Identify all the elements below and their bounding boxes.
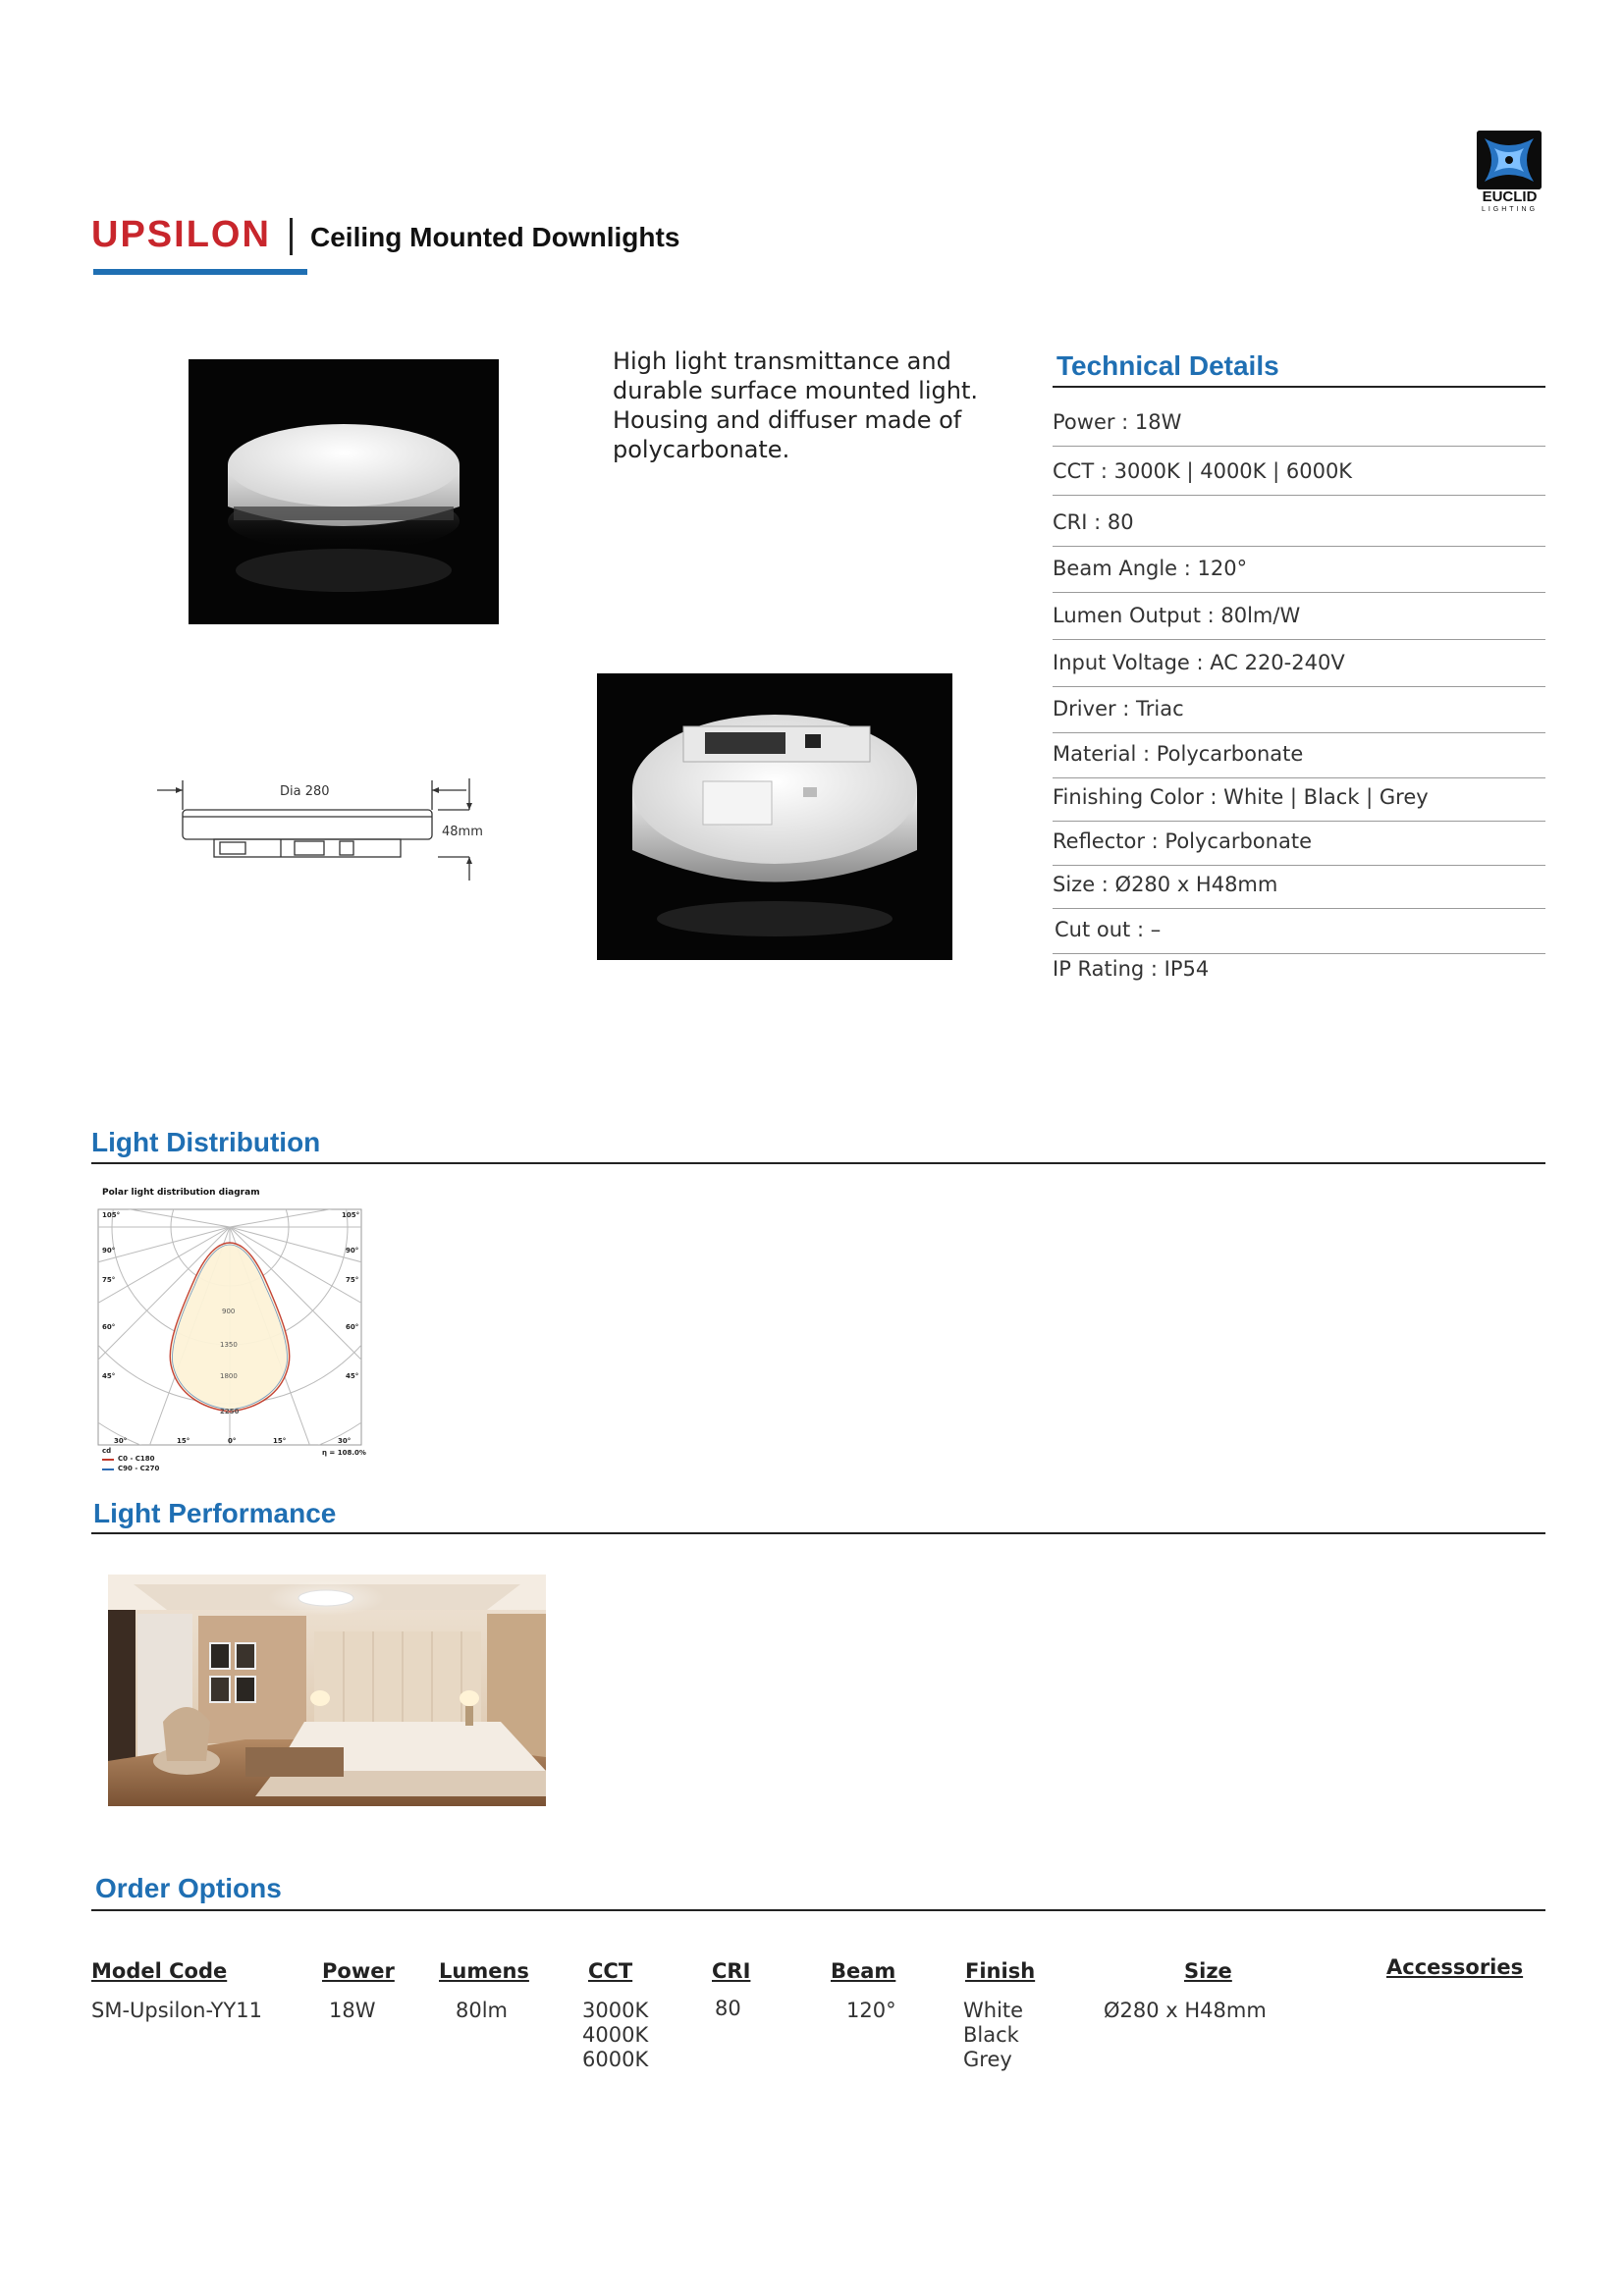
col-header-size: Size [1184, 1959, 1232, 1983]
angle-label: 75° [102, 1276, 116, 1284]
order-options-title: Order Options [95, 1873, 282, 1903]
spec-lumen-output: Lumen Output : 80lm/W [1053, 604, 1301, 627]
spec-row [1053, 821, 1545, 866]
legend-swatch-red [102, 1459, 114, 1461]
spec-beam-angle: Beam Angle : 120° [1053, 557, 1248, 580]
col-header-finish: Finish [965, 1959, 1036, 1983]
page-title: Ceiling Mounted Downlights [310, 222, 680, 252]
cct-value: 3000K [582, 1999, 649, 2022]
light-distribution-rule [91, 1162, 1545, 1164]
spec-input-voltage: Input Voltage : AC 220-240V [1053, 651, 1345, 674]
finish-value: White [963, 1999, 1024, 2022]
euclid-logo-icon [1477, 131, 1542, 189]
cct-value: 4000K [582, 2023, 649, 2047]
spec-reflector: Reflector : Polycarbonate [1053, 829, 1312, 853]
spec-finishing-color: Finishing Color : White | Black | Grey [1053, 785, 1429, 809]
spec-row [1053, 639, 1545, 687]
spec-row [1053, 495, 1545, 547]
brand-name: UPSILON [91, 214, 271, 255]
ring-label: 900 [222, 1308, 236, 1315]
cell-model-code: SM-Upsilon-YY11 [91, 1999, 262, 2022]
col-header-model-code: Model Code [91, 1959, 228, 1983]
spec-row [1053, 592, 1545, 640]
col-header-accessories: Accessories [1386, 1955, 1524, 1979]
bottom-angle-label: 30° [114, 1437, 128, 1445]
bottom-angle-label: 15° [177, 1437, 190, 1445]
cell-beam: 120° [846, 1999, 896, 2022]
technical-details-rule [1053, 386, 1545, 388]
spec-row [1053, 777, 1545, 822]
angle-label: 105° [342, 1211, 360, 1219]
product-description: High light transmittance and durable surface mounted light. Housing and diffuser made of polycarbonate. [613, 347, 978, 463]
spec-material: Material : Polycarbonate [1053, 742, 1304, 766]
cct-value: 6000K [582, 2048, 649, 2071]
spec-row [1053, 397, 1545, 447]
col-header-lumens: Lumens [439, 1959, 529, 1983]
dimension-drawing [157, 771, 491, 888]
spec-row [1053, 732, 1545, 778]
logo-wordmark: EUCLID [1482, 188, 1538, 205]
logo-subtext: LIGHTING [1481, 206, 1539, 213]
spec-cut-out: Cut out : – [1055, 918, 1162, 941]
product-photo-front [189, 359, 499, 624]
spec-size: Size : Ø280 x H48mm [1053, 873, 1278, 896]
polar-diagram [94, 1186, 369, 1480]
brand-separator [290, 218, 293, 255]
cell-lumens: 80lm [456, 1999, 509, 2022]
angle-label: 60° [102, 1323, 116, 1331]
bottom-angle-label: 15° [273, 1437, 287, 1445]
angle-label: 45° [102, 1372, 116, 1380]
spec-ip-rating: IP Rating : IP54 [1053, 957, 1210, 981]
cell-finish [963, 1999, 1023, 2072]
order-options-rule [91, 1909, 1545, 1911]
spec-row [1053, 446, 1545, 496]
cell-size: Ø280 x H48mm [1104, 1999, 1267, 2022]
spec-cct: CCT : 3000K | 4000K | 6000K [1053, 459, 1353, 483]
light-performance-rule [91, 1532, 1545, 1534]
spec-row [1053, 546, 1545, 593]
bottom-angle-label: 30° [338, 1437, 352, 1445]
angle-label: 75° [346, 1276, 359, 1284]
angle-label: 60° [346, 1323, 359, 1331]
col-header-beam: Beam [831, 1959, 896, 1983]
col-header-power: Power [322, 1959, 395, 1983]
light-distribution-title: Light Distribution [91, 1127, 321, 1157]
efficiency-label: η = 108.0% [322, 1449, 366, 1457]
cell-cct [582, 1999, 648, 2072]
legend-item: C0 - C180 [118, 1455, 155, 1463]
cell-power: 18W [329, 1999, 376, 2022]
col-header-cri: CRI [712, 1959, 751, 1983]
brand-underline [93, 269, 307, 275]
angle-label: 105° [102, 1211, 121, 1219]
legend-item: C90 - C270 [118, 1465, 160, 1472]
dimension-height-label: 48mm [442, 825, 483, 839]
angle-label: 45° [346, 1372, 359, 1380]
finish-value: Grey [963, 2048, 1012, 2071]
finish-value: Black [963, 2023, 1019, 2047]
cell-cri: 80 [715, 1997, 741, 2020]
ring-label: 1350 [220, 1341, 238, 1349]
light-performance-title: Light Performance [93, 1498, 337, 1528]
legend-unit: cd [102, 1447, 112, 1455]
spec-row [1053, 865, 1545, 909]
ring-label: 1800 [220, 1372, 238, 1380]
legend-swatch-blue [102, 1468, 114, 1470]
ring-label: 2250 [220, 1408, 240, 1415]
spec-row [1053, 686, 1545, 733]
bedroom-scene-photo [108, 1575, 546, 1806]
angle-label: 90° [346, 1247, 359, 1255]
col-header-cct: CCT [588, 1959, 633, 1983]
dimension-diameter-label: Dia 280 [280, 784, 330, 799]
technical-details-title: Technical Details [1056, 350, 1279, 381]
spec-power: Power : 18W [1053, 410, 1182, 434]
bottom-angle-label: 0° [228, 1437, 237, 1445]
spec-row [1053, 908, 1545, 954]
spec-cri: CRI : 80 [1053, 510, 1134, 534]
product-photo-back [597, 673, 952, 960]
angle-label: 90° [102, 1247, 116, 1255]
polar-diagram-title: Polar light distribution diagram [102, 1188, 260, 1198]
spec-driver: Driver : Triac [1053, 697, 1184, 721]
spec-row [1053, 957, 1209, 981]
